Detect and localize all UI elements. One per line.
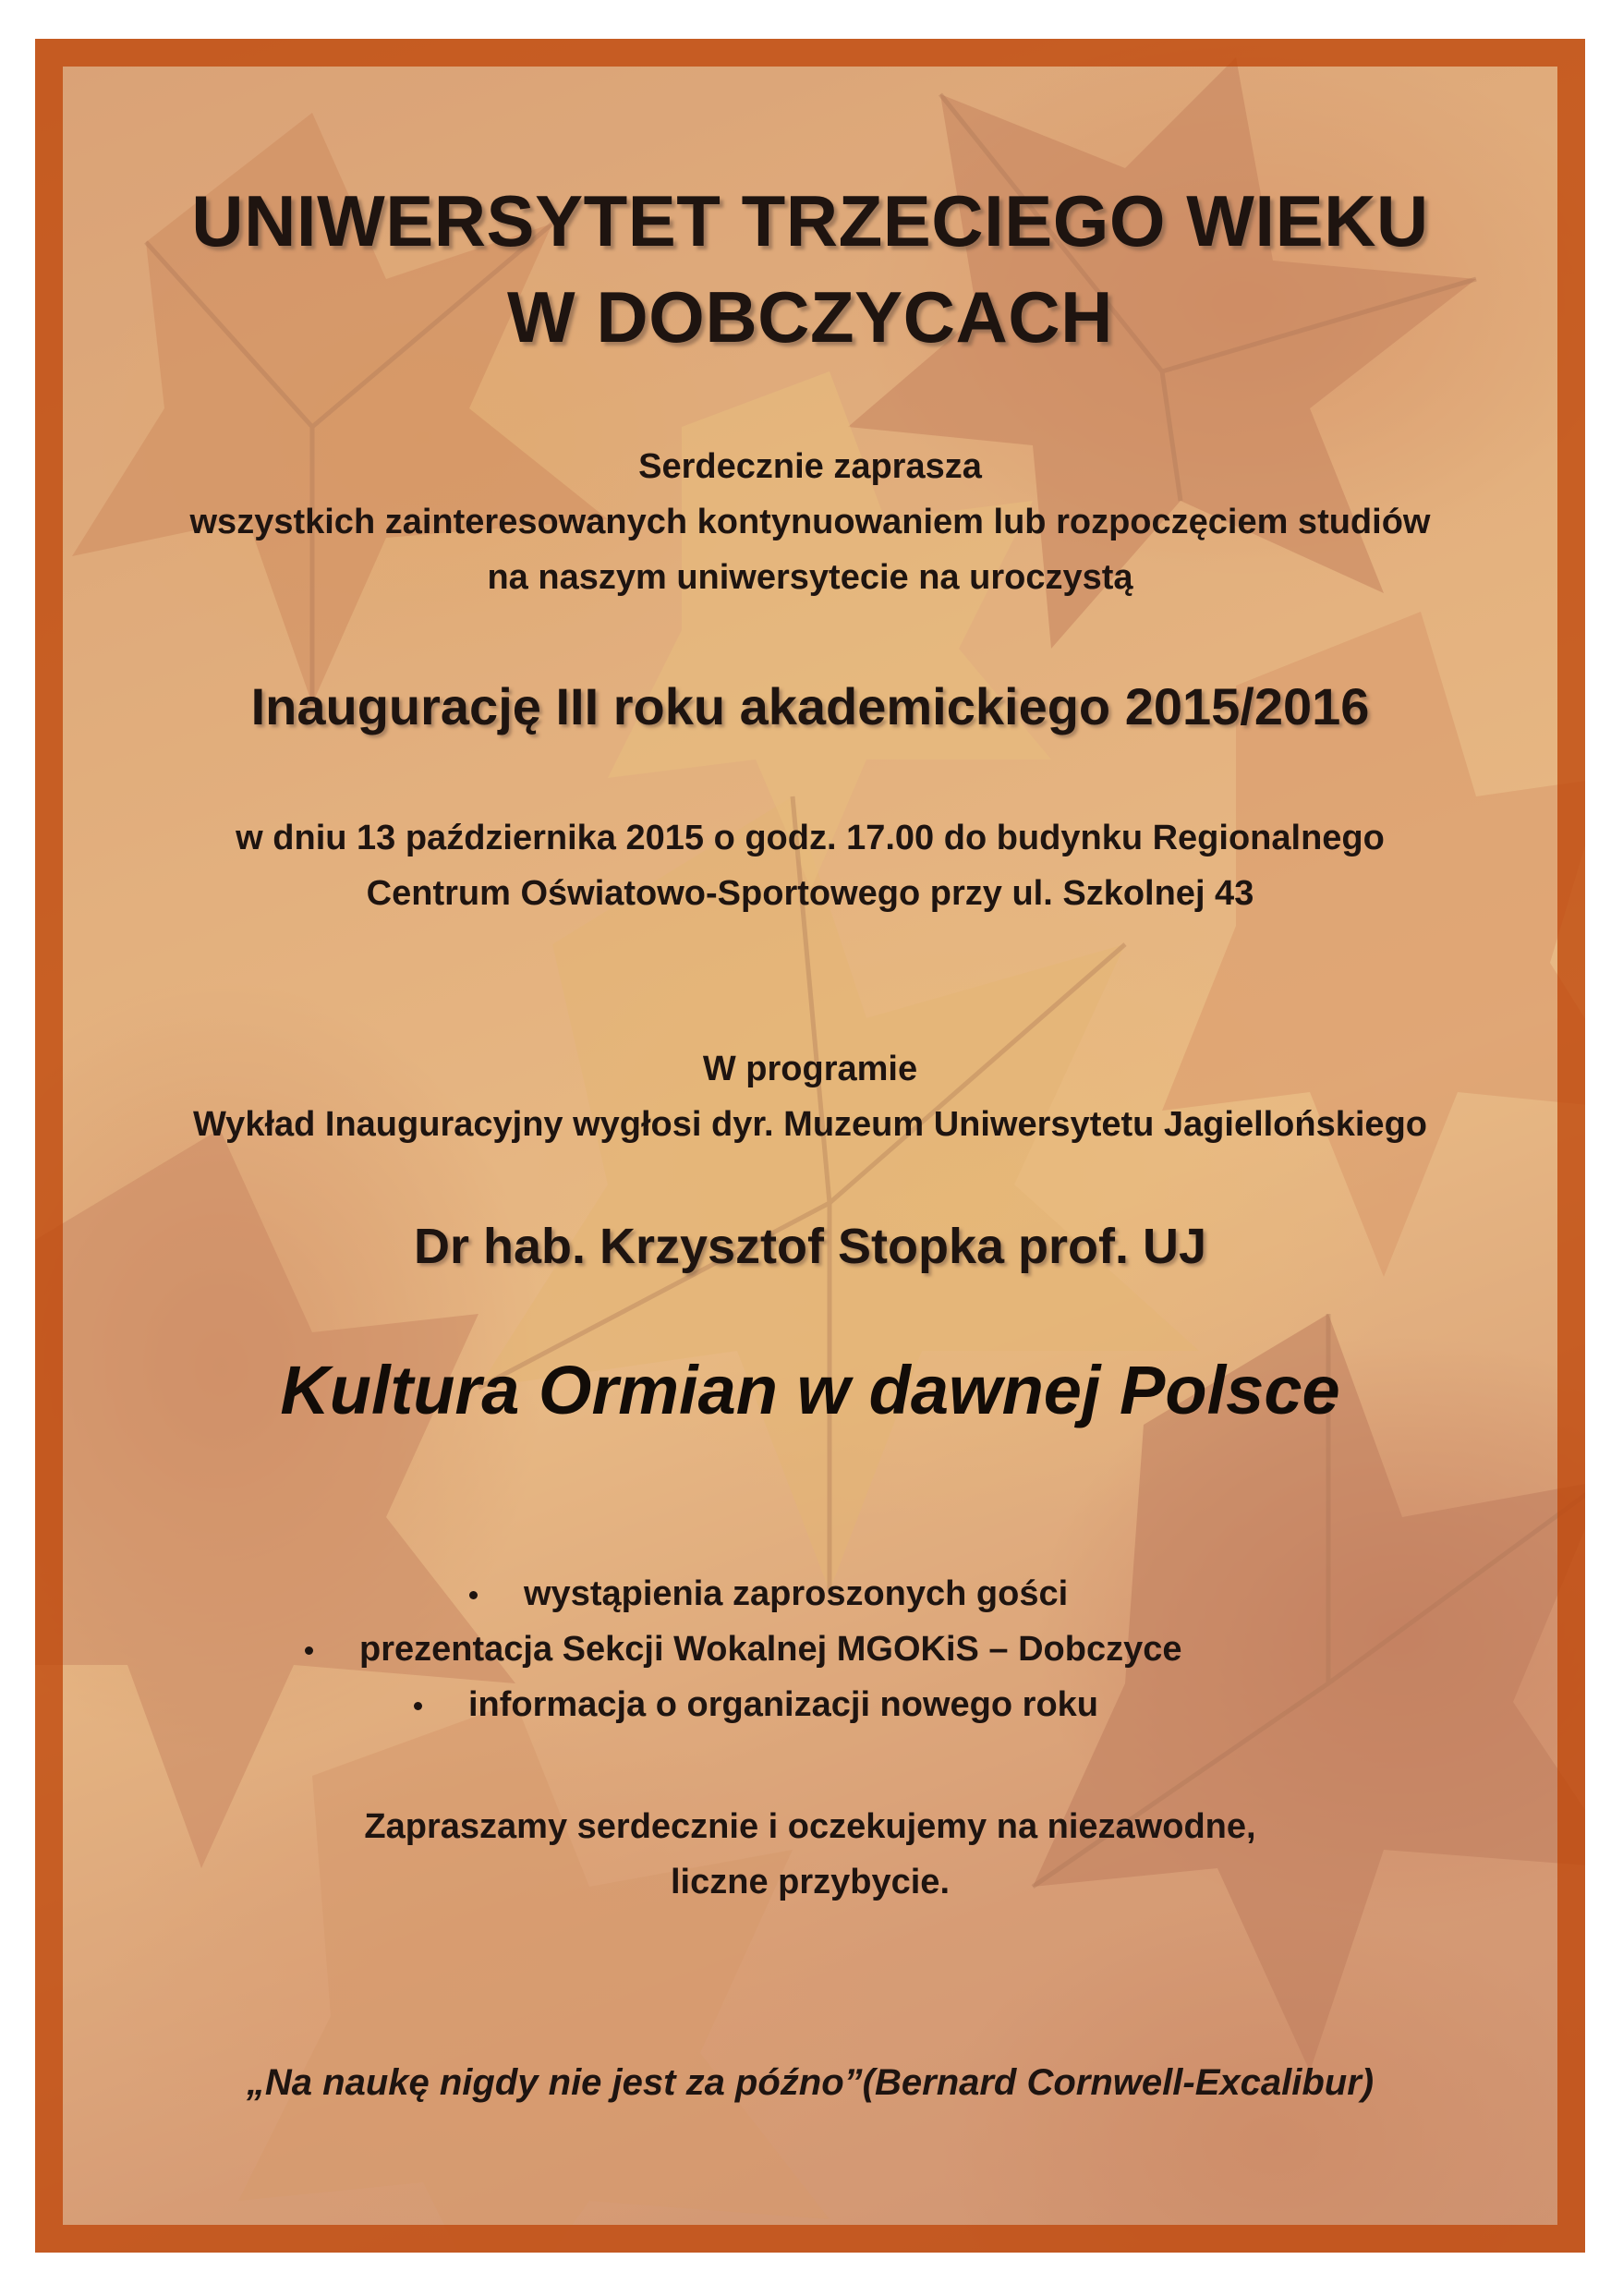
bullet-icon bbox=[414, 1702, 422, 1710]
program-item: wystąpienia zaproszonych gości bbox=[469, 1573, 1068, 1615]
bullet-icon bbox=[469, 1591, 478, 1599]
poster bbox=[35, 39, 1585, 2253]
closing-line-1: Zapraszamy serdecznie i oczekujemy na niezawodne, bbox=[364, 1807, 1256, 1846]
event-details-line-2: Centrum Oświatowo-Sportowego przy ul. Szkolnej 43 bbox=[366, 874, 1254, 913]
event-name: Inaugurację III roku akademickiego 2015/2016 bbox=[250, 677, 1370, 735]
invitation-line-2: wszystkich zainteresowanych kontynuowaniem lub rozpoczęciem studiów bbox=[189, 503, 1431, 541]
program-item: informacja o organizacji nowego roku bbox=[414, 1683, 1098, 1726]
closing-line-2: liczne przybycie. bbox=[670, 1863, 950, 1901]
title-line-1: UNIWERSYTET TRZECIEGO WIEKU bbox=[191, 180, 1429, 261]
lecture-title: Kultura Ormian w dawnej Polsce bbox=[280, 1352, 1340, 1428]
event-details-line-1: w dniu 13 października 2015 o godz. 17.00 do budynku Regionalnego bbox=[236, 819, 1385, 857]
invitation-line-3: na naszym uniwersytecie na uroczystą bbox=[487, 558, 1133, 597]
program-item: prezentacja Sekcji Wokalnej MGOKiS – Dobczyce bbox=[305, 1628, 1182, 1670]
poster-content bbox=[35, 39, 1585, 2253]
title-line-2: W DOBCZYCACH bbox=[507, 276, 1113, 358]
program-heading: W programie bbox=[702, 1050, 918, 1088]
closing-quote: „Na naukę nigdy nie jest za późno”(Bernard Cornwell-Excalibur) bbox=[246, 2062, 1375, 2103]
bullet-icon bbox=[305, 1646, 313, 1655]
speaker-name: Dr hab. Krzysztof Stopka prof. UJ bbox=[413, 1219, 1207, 1274]
invitation-line-1: Serdecznie zaprasza bbox=[638, 447, 982, 486]
lecture-intro: Wykład Inauguracyjny wygłosi dyr. Muzeum Uniwersytetu Jagiellońskiego bbox=[193, 1105, 1427, 1144]
